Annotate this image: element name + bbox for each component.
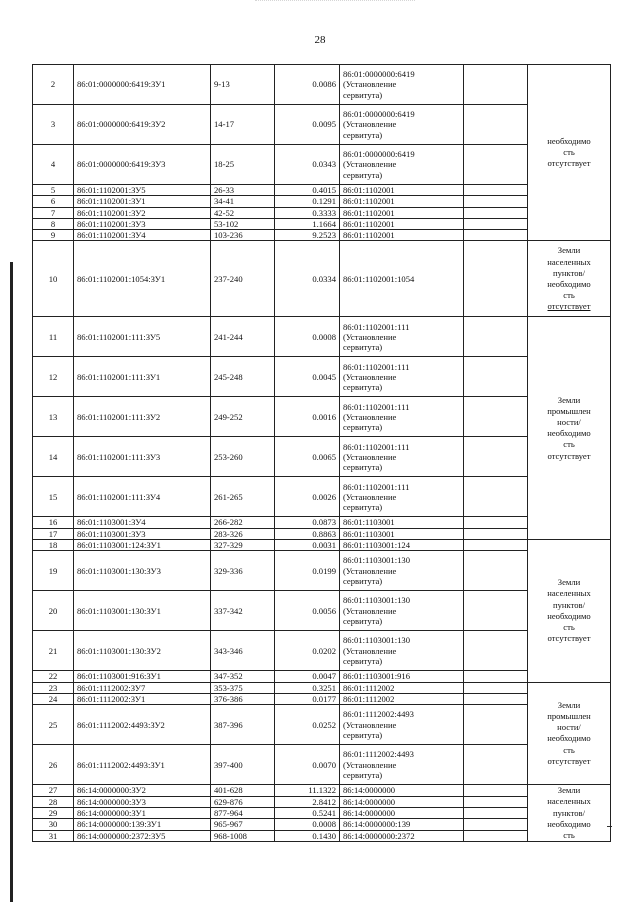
table-row (33, 517, 611, 528)
plot-cadastral-number: 86:01:1102001:111:ЗУ4 (74, 477, 211, 517)
table-row (33, 185, 611, 196)
source-quarter: 86:01:1102001:111 (Установление сервитута) (340, 397, 464, 437)
plot-points: 266-282 (211, 517, 275, 528)
source-quarter: 86:01:0000000:6419 (Установление сервитута) (340, 105, 464, 145)
plot-points: 26-33 (211, 185, 275, 196)
row-number: 31 (33, 830, 74, 841)
plot-area: 2.8412 (275, 796, 340, 807)
empty-cell (464, 830, 528, 841)
plot-area: 1.1664 (275, 218, 340, 229)
remark-cell: Земли населенных пунктов/ необходимо сть отсутствует (528, 241, 611, 317)
plot-cadastral-number: 86:01:1103001:130:ЗУ2 (74, 631, 211, 671)
plot-points: 965-967 (211, 819, 275, 830)
plot-area: 0.0065 (275, 437, 340, 477)
row-number: 16 (33, 517, 74, 528)
source-quarter: 86:14:0000000:139 (340, 819, 464, 830)
plot-area: 0.3333 (275, 207, 340, 218)
table-row (33, 230, 611, 241)
empty-cell (464, 207, 528, 218)
empty-cell (464, 397, 528, 437)
empty-cell (464, 477, 528, 517)
plot-area: 0.0873 (275, 517, 340, 528)
empty-cell (464, 437, 528, 477)
remark-cell: Земли населенных пунктов/ необходимо сть (528, 785, 611, 842)
page-number: 28 (314, 34, 326, 46)
plot-points: 387-396 (211, 705, 275, 745)
empty-cell (464, 705, 528, 745)
plot-points: 103-236 (211, 230, 275, 241)
table-row (33, 631, 611, 671)
plot-cadastral-number: 86:01:1112002:4493:ЗУ1 (74, 745, 211, 785)
remark-cell: необходимо сть отсутствует (528, 65, 611, 241)
table-row (33, 551, 611, 591)
source-quarter: 86:01:1103001 (340, 528, 464, 539)
plot-cadastral-number: 86:01:1103001:ЗУ4 (74, 517, 211, 528)
plot-points: 237-240 (211, 241, 275, 317)
plot-area: 0.0086 (275, 65, 340, 105)
plot-cadastral-number: 86:01:1112002:ЗУ7 (74, 682, 211, 693)
empty-cell (464, 745, 528, 785)
table-row (33, 591, 611, 631)
plot-area: 0.0202 (275, 631, 340, 671)
table-row (33, 317, 611, 357)
empty-cell (464, 796, 528, 807)
plot-points: 401-628 (211, 785, 275, 796)
source-quarter: 86:01:1103001:130 (Установление сервитута) (340, 591, 464, 631)
plot-area: 0.8863 (275, 528, 340, 539)
scan-artifact (255, 0, 415, 11)
plot-cadastral-number: 86:01:1102001:ЗУ1 (74, 196, 211, 207)
source-quarter: 86:01:1103001 (340, 517, 464, 528)
source-quarter: 86:14:0000000 (340, 796, 464, 807)
source-quarter: 86:01:1112002 (340, 682, 464, 693)
table-row (33, 671, 611, 682)
table-row (33, 241, 611, 317)
empty-cell (464, 693, 528, 704)
row-number: 27 (33, 785, 74, 796)
plot-points: 249-252 (211, 397, 275, 437)
source-quarter: 86:01:1102001 (340, 218, 464, 229)
table-row (33, 357, 611, 397)
table-row (33, 397, 611, 437)
source-quarter: 86:01:1112002:4493 (Установление сервитута) (340, 745, 464, 785)
row-number: 8 (33, 218, 74, 229)
plot-cadastral-number: 86:14:0000000:ЗУ2 (74, 785, 211, 796)
plot-area: 0.1430 (275, 830, 340, 841)
source-quarter: 86:01:1102001 (340, 207, 464, 218)
row-number: 19 (33, 551, 74, 591)
row-number: 4 (33, 145, 74, 185)
empty-cell (464, 65, 528, 105)
row-number: 2 (33, 65, 74, 105)
empty-cell (464, 540, 528, 551)
remark-cell: Земли промышлен ности/ необходимо сть отсутствует (528, 682, 611, 785)
row-number: 18 (33, 540, 74, 551)
plot-area: 0.5241 (275, 808, 340, 819)
empty-cell (464, 785, 528, 796)
left-margin-rule (10, 262, 13, 902)
plot-cadastral-number: 86:14:0000000:139:ЗУ1 (74, 819, 211, 830)
row-number: 17 (33, 528, 74, 539)
plot-cadastral-number: 86:01:1103001:ЗУ3 (74, 528, 211, 539)
plot-points: 629-876 (211, 796, 275, 807)
row-number: 21 (33, 631, 74, 671)
plot-area: 0.0334 (275, 241, 340, 317)
source-quarter: 86:01:1102001:111 (Установление сервитута) (340, 317, 464, 357)
source-quarter: 86:01:1103001:130 (Установление сервитута) (340, 631, 464, 671)
table-row (33, 796, 611, 807)
source-quarter: 86:01:1102001 (340, 196, 464, 207)
plot-cadastral-number: 86:01:1102001:ЗУ3 (74, 218, 211, 229)
plot-area: 11.1322 (275, 785, 340, 796)
plot-points: 376-386 (211, 693, 275, 704)
empty-cell (464, 528, 528, 539)
plot-area: 0.0047 (275, 671, 340, 682)
plot-points: 253-260 (211, 437, 275, 477)
empty-cell (464, 517, 528, 528)
plot-cadastral-number: 86:14:0000000:ЗУ1 (74, 808, 211, 819)
plot-area: 0.0026 (275, 477, 340, 517)
plot-points: 42-52 (211, 207, 275, 218)
source-quarter: 86:14:0000000 (340, 785, 464, 796)
plot-points: 9-13 (211, 65, 275, 105)
plot-cadastral-number: 86:01:1102001:111:ЗУ3 (74, 437, 211, 477)
plot-points: 261-265 (211, 477, 275, 517)
source-quarter: 86:01:1102001:111 (Установление сервитута) (340, 437, 464, 477)
plot-cadastral-number: 86:14:0000000:2372:ЗУ5 (74, 830, 211, 841)
row-number: 23 (33, 682, 74, 693)
row-number: 28 (33, 796, 74, 807)
row-number: 24 (33, 693, 74, 704)
empty-cell (464, 196, 528, 207)
plot-points: 347-352 (211, 671, 275, 682)
plot-cadastral-number: 86:01:1102001:ЗУ5 (74, 185, 211, 196)
table-row (33, 785, 611, 796)
table-row (33, 105, 611, 145)
plot-cadastral-number: 86:01:1102001:ЗУ4 (74, 230, 211, 241)
plot-area: 0.0343 (275, 145, 340, 185)
plot-area: 0.0016 (275, 397, 340, 437)
plot-points: 53-102 (211, 218, 275, 229)
empty-cell (464, 631, 528, 671)
empty-cell (464, 145, 528, 185)
plot-area: 0.0177 (275, 693, 340, 704)
plot-points: 245-248 (211, 357, 275, 397)
source-quarter: 86:01:1102001 (340, 185, 464, 196)
plot-points: 397-400 (211, 745, 275, 785)
empty-cell (464, 218, 528, 229)
source-quarter: 86:01:0000000:6419 (Установление сервитута) (340, 145, 464, 185)
plot-points: 329-336 (211, 551, 275, 591)
row-number: 13 (33, 397, 74, 437)
plot-cadastral-number: 86:14:0000000:ЗУ3 (74, 796, 211, 807)
empty-cell (464, 819, 528, 830)
source-quarter: 86:01:1102001 (340, 230, 464, 241)
plot-cadastral-number: 86:01:1112002:4493:ЗУ2 (74, 705, 211, 745)
table-row (33, 145, 611, 185)
remark-cell: Земли промышлен ности/ необходимо сть отсутствует (528, 317, 611, 540)
source-quarter: 86:14:0000000 (340, 808, 464, 819)
source-quarter: 86:01:1112002:4493 (Установление сервитута) (340, 705, 464, 745)
empty-cell (464, 671, 528, 682)
plot-cadastral-number: 86:01:0000000:6419:ЗУ2 (74, 105, 211, 145)
empty-cell (464, 808, 528, 819)
plot-area: 0.0008 (275, 819, 340, 830)
plot-area: 0.0252 (275, 705, 340, 745)
plot-cadastral-number: 86:01:1103001:124:ЗУ1 (74, 540, 211, 551)
land-plot-table (32, 64, 611, 842)
row-number: 14 (33, 437, 74, 477)
plot-points: 343-346 (211, 631, 275, 671)
empty-cell (464, 317, 528, 357)
empty-cell (464, 241, 528, 317)
plot-area: 0.0045 (275, 357, 340, 397)
plot-area: 9.2523 (275, 230, 340, 241)
plot-points: 968-1008 (211, 830, 275, 841)
row-number: 11 (33, 317, 74, 357)
plot-cadastral-number: 86:01:1103001:916:ЗУ1 (74, 671, 211, 682)
plot-area: 0.0008 (275, 317, 340, 357)
table-row (33, 207, 611, 218)
plot-cadastral-number: 86:01:1103001:130:ЗУ1 (74, 591, 211, 631)
source-quarter: 86:01:1102001:1054 (340, 241, 464, 317)
table-row (33, 693, 611, 704)
plot-points: 34-41 (211, 196, 275, 207)
plot-area: 0.0095 (275, 105, 340, 145)
table-row (33, 65, 611, 105)
row-number: 7 (33, 207, 74, 218)
table-row (33, 437, 611, 477)
plot-cadastral-number: 86:01:1102001:1054:ЗУ1 (74, 241, 211, 317)
empty-cell (464, 591, 528, 631)
plot-points: 353-375 (211, 682, 275, 693)
empty-cell (464, 230, 528, 241)
source-quarter: 86:01:1103001:916 (340, 671, 464, 682)
row-number: 26 (33, 745, 74, 785)
row-number: 5 (33, 185, 74, 196)
table-row (33, 540, 611, 551)
plot-area: 0.0031 (275, 540, 340, 551)
plot-points: 18-25 (211, 145, 275, 185)
source-quarter: 86:01:1112002 (340, 693, 464, 704)
row-number: 20 (33, 591, 74, 631)
plot-cadastral-number: 86:01:1102001:111:ЗУ1 (74, 357, 211, 397)
empty-cell (464, 551, 528, 591)
plot-points: 283-326 (211, 528, 275, 539)
row-number: 15 (33, 477, 74, 517)
row-number: 9 (33, 230, 74, 241)
plot-points: 337-342 (211, 591, 275, 631)
empty-cell (464, 105, 528, 145)
plot-area: 0.1291 (275, 196, 340, 207)
plot-area: 0.4015 (275, 185, 340, 196)
table-row (33, 745, 611, 785)
plot-points: 327-329 (211, 540, 275, 551)
row-number: 3 (33, 105, 74, 145)
empty-cell (464, 357, 528, 397)
row-number: 6 (33, 196, 74, 207)
remark-cell: Земли населенных пунктов/ необходимо сть отсутствует (528, 540, 611, 683)
plot-cadastral-number: 86:01:0000000:6419:ЗУ3 (74, 145, 211, 185)
source-quarter: 86:01:1102001:111 (Установление сервитута) (340, 357, 464, 397)
plot-cadastral-number: 86:01:1102001:ЗУ2 (74, 207, 211, 218)
table-row (33, 819, 611, 830)
row-number: 22 (33, 671, 74, 682)
plot-points: 14-17 (211, 105, 275, 145)
row-number: 30 (33, 819, 74, 830)
plot-area: 0.0199 (275, 551, 340, 591)
plot-points: 877-964 (211, 808, 275, 819)
table-row (33, 196, 611, 207)
plot-area: 0.3251 (275, 682, 340, 693)
source-quarter: 86:01:1103001:130 (Установление сервитута) (340, 551, 464, 591)
source-quarter: 86:01:1103001:124 (340, 540, 464, 551)
source-quarter: 86:01:0000000:6419 (Установление сервитута) (340, 65, 464, 105)
table-row (33, 682, 611, 693)
plot-area: 0.0056 (275, 591, 340, 631)
table-row (33, 528, 611, 539)
plot-cadastral-number: 86:01:1102001:111:ЗУ2 (74, 397, 211, 437)
empty-cell (464, 682, 528, 693)
table-row (33, 477, 611, 517)
row-number: 12 (33, 357, 74, 397)
row-number: 10 (33, 241, 74, 317)
table-row (33, 808, 611, 819)
plot-cadastral-number: 86:01:0000000:6419:ЗУ1 (74, 65, 211, 105)
plot-cadastral-number: 86:01:1103001:130:ЗУ3 (74, 551, 211, 591)
table-row (33, 830, 611, 841)
plot-cadastral-number: 86:01:1112002:ЗУ1 (74, 693, 211, 704)
plot-area: 0.0070 (275, 745, 340, 785)
source-quarter: 86:01:1102001:111 (Установление сервитута) (340, 477, 464, 517)
table-row (33, 218, 611, 229)
table-row (33, 705, 611, 745)
row-number: 25 (33, 705, 74, 745)
plot-points: 241-244 (211, 317, 275, 357)
source-quarter: 86:14:0000000:2372 (340, 830, 464, 841)
plot-cadastral-number: 86:01:1102001:111:ЗУ5 (74, 317, 211, 357)
row-number: 29 (33, 808, 74, 819)
empty-cell (464, 185, 528, 196)
